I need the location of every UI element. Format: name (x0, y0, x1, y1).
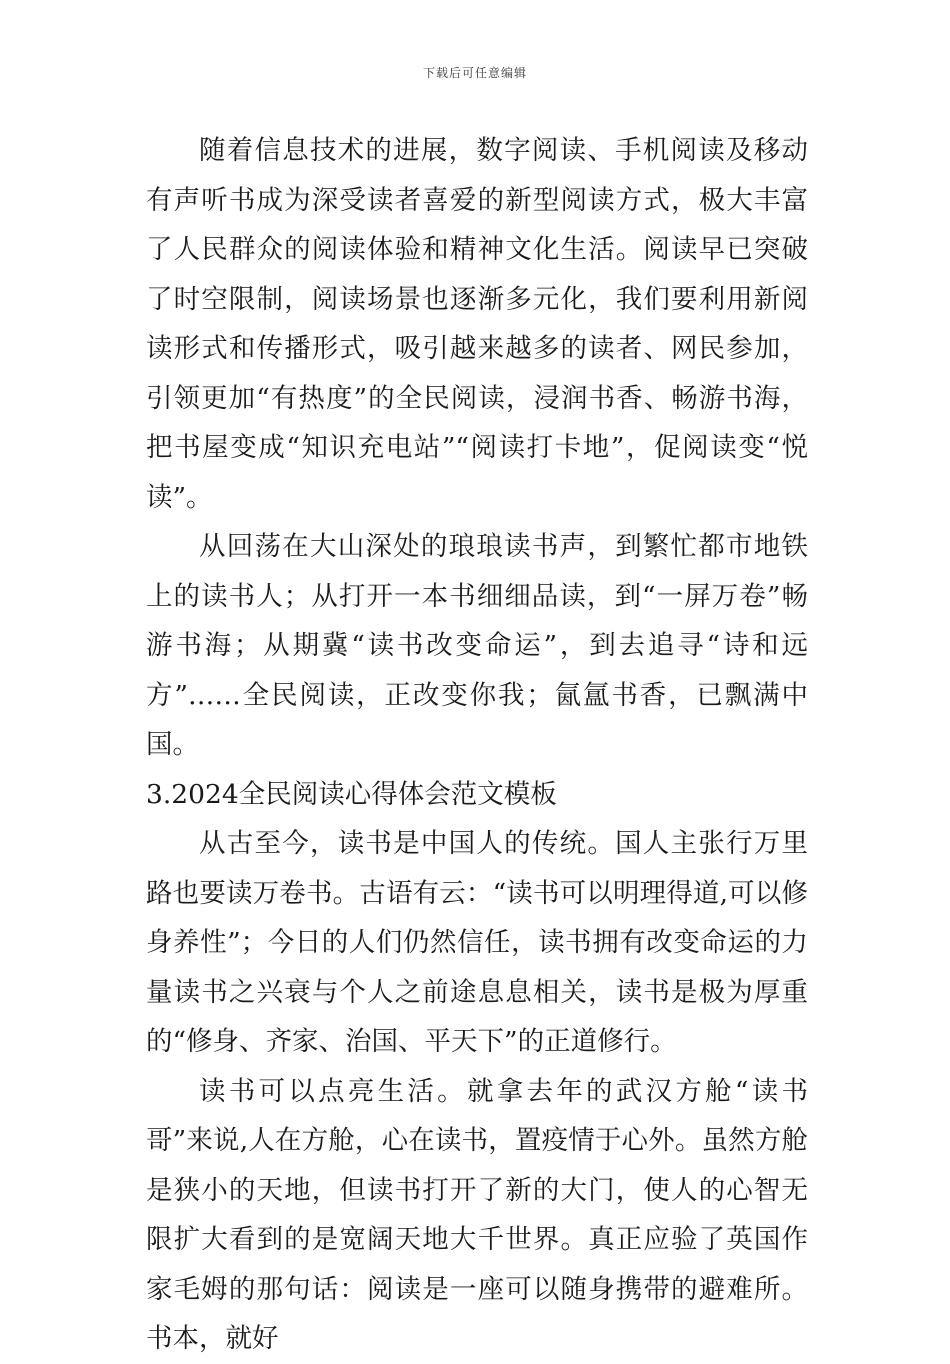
section-heading: 3.2024全民阅读心得体会范文模板 (146, 778, 557, 810)
paragraph-digital-reading: 随着信息技术的进展，数字阅读、手机阅读及移动有声听书成为深受读者喜爱的新型阅读方式，极大丰富了人民群众的阅读体验和精神文化生活。阅读早已突破了时空限制，阅读场景也逐渐多元化，我们要利用新阅读形式和传播形式，吸引越来越多的读者、网民参加，引领更加“有热度”的全民阅读，浸润书香、畅游书海，把书屋变成“知识充电站”“阅读打卡地”，促阅读变“悦读”。 (146, 135, 808, 513)
paragraph-reading-changes-china: 从回荡在大山深处的琅琅读书声，到繁忙都市地铁上的读书人；从打开一本书细细品读，到“一屏万卷”畅游书海；从期冀“读书改变命运”，到去追寻“诗和远方”……全民阅读，正改变你我；氤氲书香，已飘满中国。 (146, 531, 808, 760)
page-header: 下载后可任意编辑 (422, 66, 527, 80)
paragraph-reading-lights-life: 读书可以点亮生活。就拿去年的武汉方舱“读书哥”来说,人在方舱，心在读书，置疫情于心外。虽然方舱是狭小的天地，但读书打开了新的大门，使人的心智无限扩大看到的是宽阔天地大千世界。真正应验了英国作家毛姆的那句话：阅读是一座可以随身携带的避难所。书本，就好 (146, 1075, 808, 1354)
paragraph-reading-tradition: 从古至今，读书是中国人的传统。国人主张行万里路也要读万卷书。古语有云：“读书可以明理得道,可以修身养性”；今日的人们仍然信任，读书拥有改变命运的力量读书之兴衰与个人之前途息息相关，读书是极为厚重的“修身、齐家、治国、平天下”的正道修行。 (146, 828, 808, 1057)
document-body (146, 126, 808, 1364)
